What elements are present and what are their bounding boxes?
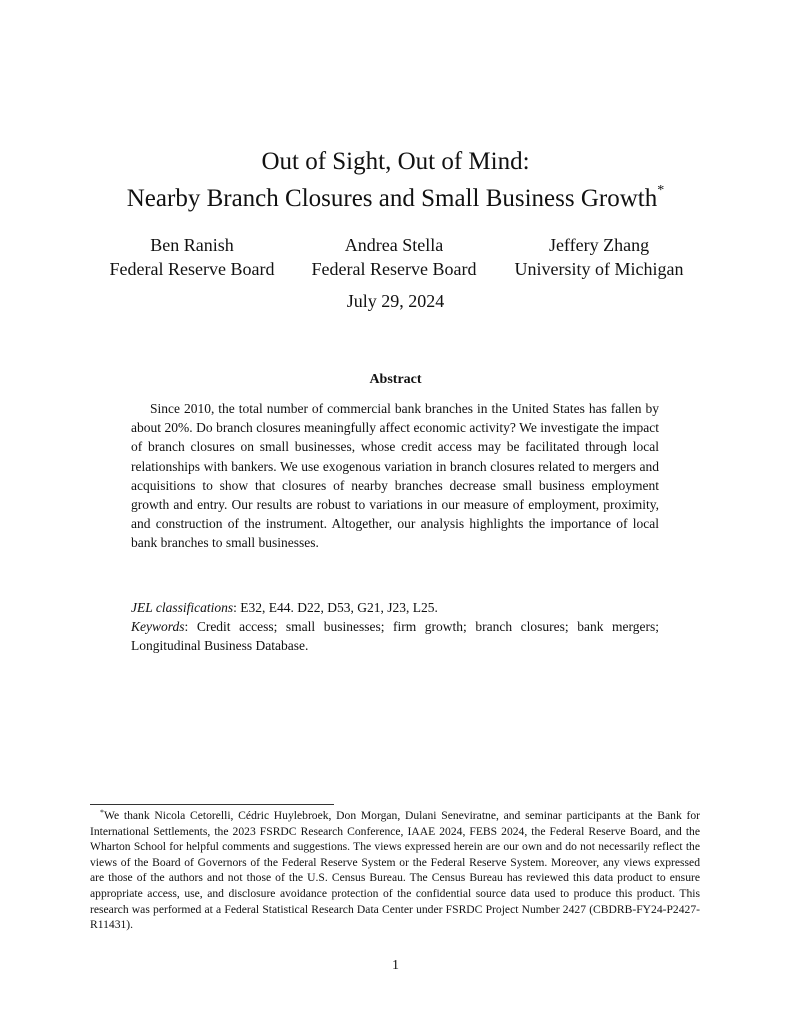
footnote	[90, 808, 700, 933]
footnote-rule	[90, 804, 334, 805]
page-number: 1	[392, 958, 399, 973]
title-line-2-text: Nearby Branch Closures and Small Business Growth	[126, 185, 658, 212]
author-affiliation: Federal Reserve Board	[311, 259, 477, 279]
title-footnote-mark[interactable]: *	[657, 183, 665, 198]
title-line-2	[0, 184, 791, 214]
author-block-3	[488, 233, 710, 281]
jel-classifications: JEL classifications: E32, E44. D22, D53, G21, J23, L25.	[131, 600, 438, 615]
paper-date: July 29, 2024	[346, 291, 445, 311]
author-name: Jeffery Zhang	[548, 235, 650, 255]
keywords: Keywords: Credit access; small businesses; firm growth; branch closures; bank mergers; Longitudinal Business Database.	[131, 619, 659, 653]
author-affiliation: University of Michigan	[514, 259, 684, 279]
author-block-1	[82, 233, 302, 281]
abstract-text: Since 2010, the total number of commercial bank branches in the United States has fallen by about 20%. Do branch closures meaningfully affect economic activity? We investigate the impact of branch closures on small businesses, whose credit access may be facilitated through local relationships with bankers. We use exogenous variation in branch closures related to mergers and acquisitions to show that closures of nearby branches decrease small business employment growth and entry. Our results are robust to variations in our measure of employment, proximity, and construction of the instrument. Altogether, our analysis highlights the importance of local bank branches to small businesses.	[131, 401, 659, 551]
jel-label: JEL classifications	[131, 600, 234, 615]
footnote-text: We thank Nicola Cetorelli, Cédric Huylebroek, Don Morgan, Dulani Seneviratne, and seminar participants at the Bank for International Settlements, the 2023 FSRDC Research Conference, IAAE 2024, FEBS 2024, the Federal Reserve Board, and the Wharton School for helpful comments and suggestions. The views expressed herein are our own and do not necessarily reflect the views of the Board of Governors of the Federal Reserve System or the Federal Reserve System. Moreover, any views expressed are those of the authors and not those of the U.S. Census Bureau. The Census Bureau has reviewed this data product to ensure appropriate access, use, and disclosure avoidance protection of the confidential source data used to produce this product. This research was performed at a Federal Statistical Research Data Center under FSRDC Project Number 2427 (CBDRB-FY24-P2427-R11431).	[90, 809, 700, 932]
abstract-heading: Abstract	[369, 372, 422, 387]
footnote-mark: *	[100, 808, 104, 817]
title-line-1: Out of Sight, Out of Mind:	[261, 148, 530, 175]
author-name: Ben Ranish	[150, 235, 234, 255]
keywords-value: Credit access; small businesses; firm growth; branch closures; bank mergers; Longitudinal Business Database.	[131, 619, 659, 653]
jel-value: E32, E44. D22, D53, G21, J23, L25.	[240, 600, 438, 615]
author-affiliation: Federal Reserve Board	[109, 259, 275, 279]
keywords-label: Keywords	[131, 619, 185, 634]
author-name: Andrea Stella	[344, 235, 444, 255]
author-block-2	[284, 233, 504, 281]
